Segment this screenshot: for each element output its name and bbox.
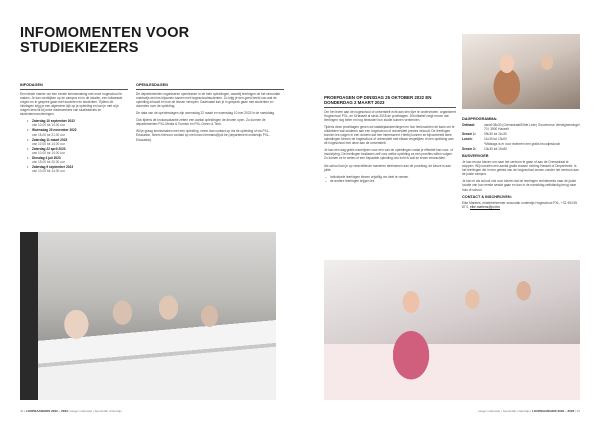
dark-column [20,232,38,400]
lab-photo [324,260,580,400]
list-item [32,128,128,136]
footer-edition: LOOPBAANGIDS 2022 – 2023 [25,409,68,413]
date-label: • Zaterdag 11 maart 2023 [32,137,68,142]
openlesdagen-paragraph: De departementen organiseren openlessen in de hele opleidingen, waarbij leerlingen uit het secundair onderwijs een les bijwonen samen met hogeschoolstudenten. Zo krijg je een goed beeld van wat de opleiding inhoudt en hoe de lessen verlopen. Daarnaast kan je in gesprek gaan met studenten en docenten over de opleiding. [136,91,281,108]
proefdagen-paragraph: Als school kan je op verschillende manieren deelnemen aan de proefdag, de keuze is aan jullie: [324,163,451,172]
program-key [462,142,484,146]
busvervoer-heading: BUSVERVOER [462,153,489,158]
list-item: – Individuele leerlingen kiezen vrijwillig om deel te nemen [330,175,456,179]
contact-heading: CONTACT & INSCHRIJVEN: [462,194,512,199]
proefdagen-section [324,95,456,183]
date-label: • Zaterdag 10 september 2022 [32,119,75,124]
footer-left: 44 | LOOPBAANGIDS 2022 – 2023 | Hoger onderwijs • Secundair onderwijs [20,409,122,413]
contact-details: Elke Martens, relatiebeheerder secundair onderwijs Hogeschool PXL, +32 494 55 87 0, [462,200,578,209]
openlesdagen-paragraph: De data van de openlesdagen zijn woensdag 22 maart en woensdag 10 mei 2023 in de namiddag. [136,111,275,116]
proefdagen-paragraph: Je kan een dag gratis inschrijven voor een van de opleidingen zodat je effectief kan voor- of inschrijving. De leerlingen beslissen zelf voor welke opleiding ze een proefles willen volgen. Zo komen ze te weten of een bepaalde opleiding ook echt is wat ze ervan verwachten. [324,148,454,161]
program-value: vanaf 08u30 (Grensstraat/Elfde Linie) Gouverneur Verwilghensingel 70 I 3500 Hasselt [484,123,580,132]
infodagen-heading: INFODAGEN [20,83,43,87]
infodagen-intro: Een ideale manier om een eerste kennismaking met onze hogeschool te maken. Je kan rondkijken op de campus en in de lokalen, een infosessie volgen en in gesprek gaan met docenten en studenten. Tijdens de infodagen krijg je een algemene kijk op je opleiding en kan je met al je vragen terecht bij onze medewerkers van studieadvies en studentenvoorzieningen. [20,91,123,117]
footer-subtitle: Hoger onderwijs • Secundair onderwijs [478,409,530,413]
program-key: Lunch: [462,136,473,141]
date-label: • Zaterdag 22 april 2023 [32,146,66,151]
program-row [462,123,580,131]
openlesdagen-heading: OPENLESDAGEN [136,83,168,87]
program-row [462,142,580,146]
openlesdagen-paragraph: Wil je graag kennismaken met een opleiding, neem dan contact op via de opleiding of via PXL-Education. Neem hiervoor contact op met marc.hermans@pxl.be (departement onderwijs PXL-Education). [136,129,270,142]
heading-rule [324,107,456,108]
program-key: Sessie 2: [462,146,476,151]
program-row [462,132,580,136]
program-value: 11u30 tot 13u00 [484,136,507,141]
contact-email-link[interactable]: elke.martens@pxl.be [469,204,500,209]
program-row [462,147,580,151]
list-item: – de andere leerlingen krijgen les [330,179,456,183]
proefdagen-heading: PROEFDAGEN OP DINSDAG 25 OKTOBER 2022 EN DONDERDAG 2 MAART 2023 [324,95,432,106]
program-value: 13u30 tot 15u30 [484,146,508,151]
contact-text [462,201,580,209]
heading-rule [20,89,128,90]
list-item [32,138,128,146]
program-row [462,137,580,141]
program-value: 09u30 tot 11u30 [484,132,507,137]
classroom-photo [20,232,276,400]
dagprogramma-section [462,117,580,212]
date-label: • Dinsdag 4 juli 2023 [32,156,61,160]
openlesdagen-paragraph: Ook tijdens de krokusvakantie zetten een aantal opleidingen de deuren open. Zo kunnen de departementen PXL-Media & Tourism en PXL-Green & Tech. [136,118,266,127]
program-value: *Middags is er voor iedereen een gratis broodjeslunch [484,141,561,146]
date-label: • Woensdag 23 november 2022 [32,128,77,133]
list-item [32,147,128,155]
proefdagen-options [324,175,456,183]
list-item [32,119,128,127]
proefdagen-paragraph: Tijdens deze proefdagen geven we laatstejaarsleerlingen en hun leerkrachten de kans om te ontdekken wat studeren aan een hogeschool of universiteit precies inhoudt. De leerlingen kunnen les volgen in een domein dat hen interesseert. Hierbij kunnen ze bijvoorbeeld twee opleidingen binnen de hogeschool of universiteit met elkaar vergelijken of een opleiding aan de hogeschool met deze aan de universiteit. [324,124,455,146]
page-number: 45 [576,409,580,413]
time-label: van 10.00 tot 14.00 uur [32,141,65,146]
time-label: van 10.00 tot 14.00 uur [32,169,65,174]
page-number: 44 [20,409,24,413]
time-label: van 10.00 tot 14.00 uur [32,150,65,155]
busvervoer-paragraph: Je kan ervoor kiezen om naar het centrum te gaan of aan de Grensstraat te stoppen. Wij voorzien een aantal gratis bussen richting Hasselt of Diepenbeek. Is het leerlingen die in een gebied van de hogeschool wonen zonder het centrum aan de juiste campus. [462,159,579,177]
footer-subtitle: Hoger onderwijs • Secundair onderwijs [70,409,122,413]
infodagen-date-list [20,119,128,173]
heading-rule [136,89,284,90]
program-key: Onthaal: [462,123,475,128]
openlesdagen-section [136,83,284,145]
students-photo [462,34,580,109]
time-label: van 10.00 tot 14.00 uur [32,123,65,128]
footer-right: Hoger onderwijs • Secundair onderwijs | LOOPBAANGIDS 2022 – 2023 | 45 [478,409,580,413]
list-item [32,165,128,173]
date-label: • Zaterdag 9 september 2023 [32,165,74,170]
proefdagen-paragraph: Om het leven aan de hogeschool of universiteit echt aan den lijve te ondervinden, organiseert Hogeschool PXL, en UHasselt al sinds 2018 de proefdagen. Dit initiatief zorgt ervoor dat leerlingen nog beter en nog bewuster hun studie kunnen verkennen. [324,109,456,122]
time-label: van 18.00 tot 21.00 uur [32,132,65,137]
dagprogramma-heading: DAGPROGRAMMA: [462,117,498,121]
infodagen-section [20,83,128,174]
program-key: Sessie 1: [462,132,476,137]
page-title: INFOMOMENTEN VOOR STUDIEKIEZERS [20,25,190,56]
busvervoer-paragraph: Je kan er als school ook voor kiezen dat de leerlingen rechtstreeks naar de juiste locatie van hun eerste sessie gaan en dan in de namiddag zelfstandig terug naar huis of school. [462,179,577,192]
footer-edition: LOOPBAANGIDS 2022 – 2023 [532,409,575,413]
list-item [32,156,128,164]
time-label: van 15.00 tot 20.00 uur [32,160,65,165]
